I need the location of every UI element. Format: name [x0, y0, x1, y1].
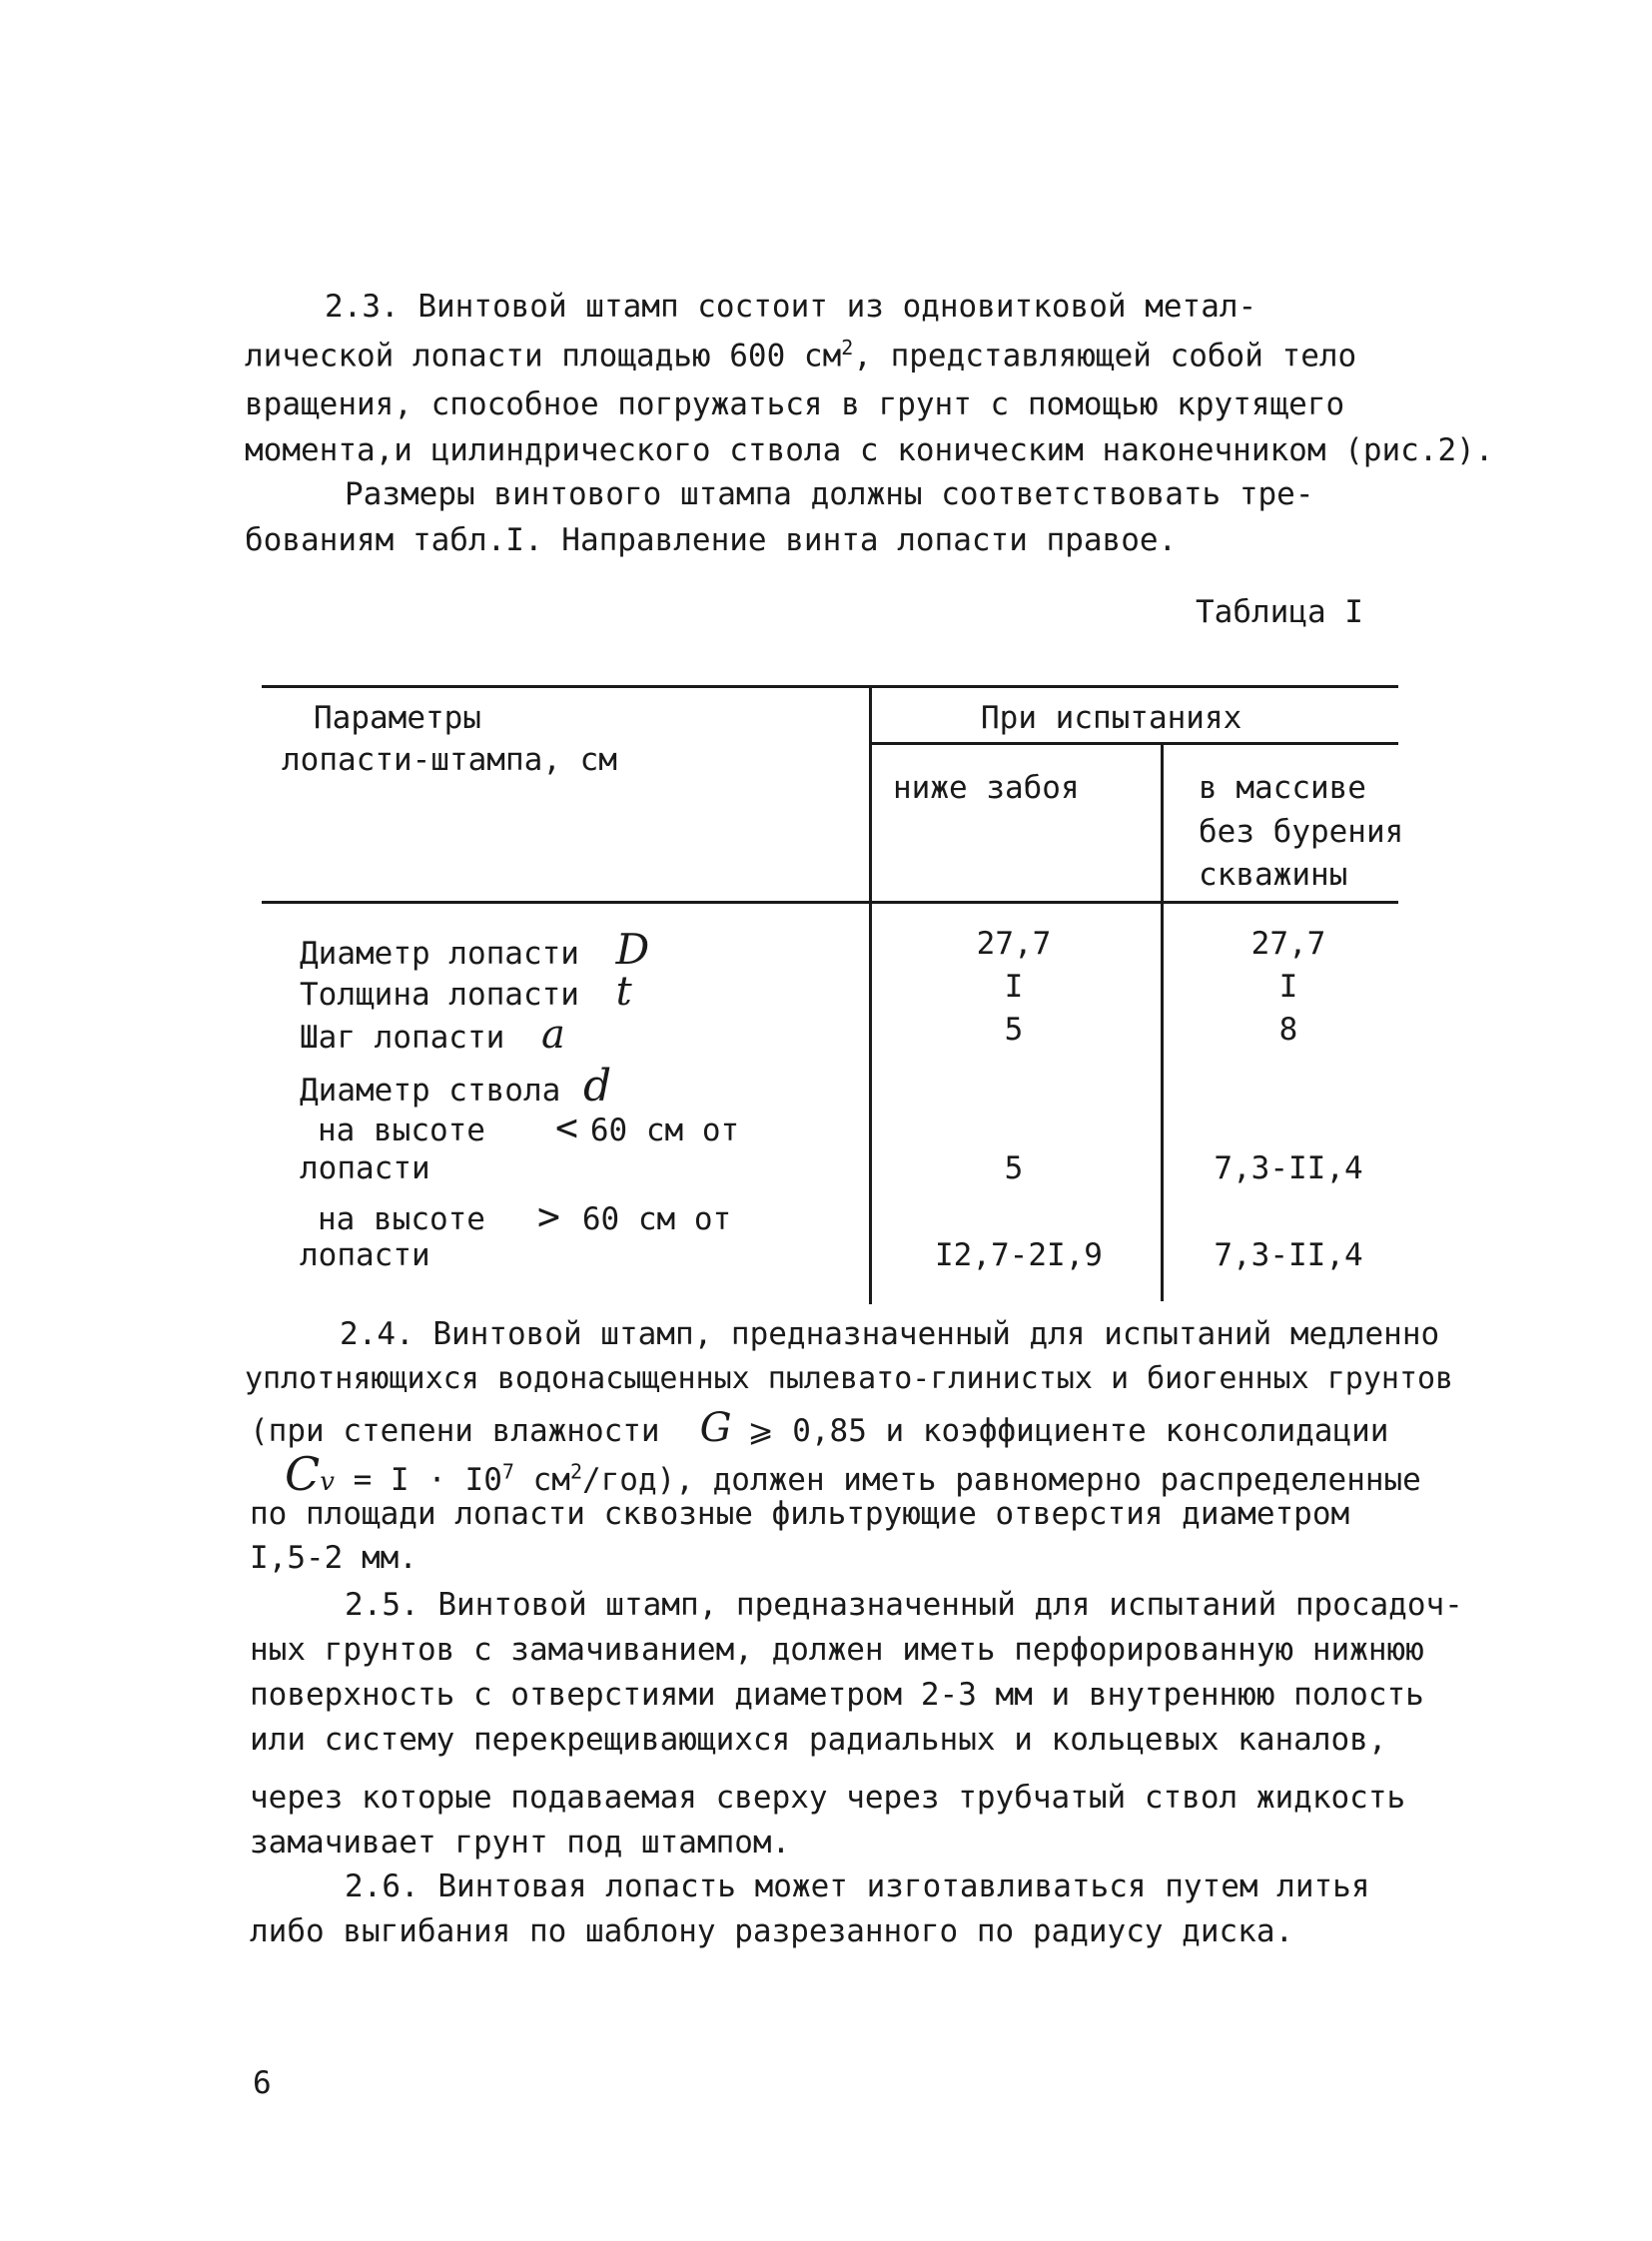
line-2-text-b: , представляющей собой тело — [853, 338, 1357, 374]
paragraph-2-3-line-2 — [245, 338, 1356, 372]
symbol-t: t — [615, 969, 632, 1015]
row-height-less-v2: 7,3-II,4 — [1214, 1150, 1363, 1186]
paragraph-2-3-line-5: Размеры винтового штампа должны соответствовать тре- — [345, 476, 1314, 512]
row-label: Диаметр лопасти — [300, 936, 579, 972]
row-blade-thickness-v1: I — [1004, 969, 1024, 1005]
table-group-rule — [869, 742, 1398, 745]
paragraph-2-4-line-3 — [250, 1405, 1389, 1451]
header-col-massif-line-2: без бурения — [1199, 814, 1404, 850]
symbol-G: G — [699, 1405, 732, 1451]
paragraph-2-3-line-3: вращения, способное погружаться в грунт с помощью крутящего — [245, 386, 1345, 422]
less-than-sign: < — [554, 1106, 578, 1149]
line-3-text-b: ⩾ 0,85 и коэффициенте консолидации — [747, 1413, 1389, 1449]
paragraph-2-4-line-6: I,5-2 мм. — [250, 1540, 417, 1576]
row-blade-diameter-v2: 27,7 — [1250, 926, 1326, 962]
row-label-a: на высоте — [318, 1113, 485, 1148]
row-blade-diameter-v1: 27,7 — [976, 926, 1052, 962]
superscript: 2 — [841, 336, 854, 360]
row-shaft-diameter-label — [300, 1061, 612, 1112]
table-divider-1 — [869, 685, 872, 1304]
table-header-rule — [262, 901, 1398, 904]
paragraph-2-4-line-2: уплотняющихся водонасыщенных пылевато-глинистых и биогенных грунтов — [245, 1361, 1454, 1396]
header-parameters-line-2: лопасти-штампа, см — [282, 742, 617, 778]
symbol-d: d — [582, 1061, 612, 1112]
table-top-rule — [262, 685, 1398, 688]
row-blade-thickness-label — [300, 969, 632, 1015]
superscript-2: 2 — [569, 1459, 582, 1484]
header-group-title: При испытаниях — [981, 700, 1242, 736]
row-blade-thickness-v2: I — [1278, 969, 1298, 1005]
paragraph-2-3-line-6: бованиям табл.I. Направление винта лопасти правое. — [245, 522, 1178, 558]
symbol-D: D — [615, 925, 650, 974]
row-label: Толщина лопасти — [300, 977, 579, 1013]
row-blade-pitch-v2: 8 — [1278, 1012, 1298, 1048]
row-label: Шаг лопасти — [300, 1020, 505, 1056]
header-col-massif-line-1: в массиве — [1199, 770, 1366, 806]
row-height-greater-v2: 7,3-II,4 — [1214, 1237, 1363, 1273]
row-height-less-label-2: лопасти — [300, 1150, 430, 1186]
paragraph-2-4-line-5: по площади лопасти сквозные фильтрующие отверстия диаметром — [250, 1496, 1350, 1532]
row-height-greater-v1: I2,7-2I,9 — [935, 1237, 1103, 1273]
row-height-greater-label-2: лопасти — [300, 1237, 430, 1273]
row-height-less-v1: 5 — [1004, 1150, 1024, 1186]
row-blade-diameter-label — [300, 925, 650, 974]
subscript-v: v — [320, 1467, 335, 1497]
symbol-a: a — [540, 1012, 565, 1058]
row-blade-pitch-label — [300, 1012, 565, 1058]
header-col-below-face: ниже забоя — [893, 770, 1080, 806]
table-caption: Таблица I — [1196, 594, 1363, 630]
row-label: Диаметр ствола — [300, 1073, 561, 1109]
line-4-text-a: = I · I0 — [353, 1462, 502, 1498]
table-divider-2 — [1161, 742, 1164, 1301]
paragraph-2-3-line-4: момента,и цилиндрического ствола с коническим наконечником (рис.2). — [245, 432, 1494, 468]
paragraph-2-4-line-1: 2.4. Винтовой штамп, предназначенный для испытаний медленно — [340, 1316, 1440, 1352]
paragraph-2-5-line-2: ных грунтов с замачиванием, должен иметь перфорированную нижнюю — [250, 1632, 1424, 1668]
row-label-b: 60 см от — [581, 1201, 732, 1237]
line-2-text-a: лической лопасти площадью 600 см — [245, 338, 842, 374]
paragraph-2-3-line-1: 2.3. Винтовой штамп состоит из одновитковой метал- — [325, 289, 1257, 325]
row-blade-pitch-v1: 5 — [1004, 1012, 1024, 1048]
paragraph-2-6-line-2: либо выгибания по шаблону разрезанного по радиусу диска. — [250, 1913, 1294, 1949]
row-height-less-label — [318, 1106, 740, 1149]
paragraph-2-5-line-1: 2.5. Винтовой штамп, предназначенный для испытаний просадоч- — [345, 1587, 1463, 1623]
header-parameters-line-1: Параметры — [314, 700, 481, 736]
paragraph-2-4-line-4 — [285, 1447, 1421, 1501]
greater-than-sign: > — [536, 1194, 560, 1238]
line-4-text-b: см — [513, 1462, 570, 1498]
paragraph-2-5-line-5: через которые подаваемая сверху через трубчатый ствол жидкость — [250, 1780, 1406, 1816]
row-height-greater-label — [318, 1194, 732, 1238]
paragraph-2-5-line-4: или систему перекрещивающихся радиальных и кольцевых каналов, — [250, 1722, 1387, 1758]
header-col-massif-line-3: скважины — [1199, 857, 1348, 893]
paragraph-2-5-line-3: поверхность с отверстиями диаметром 2-3 мм и внутреннюю полость — [250, 1677, 1424, 1713]
symbol-C: C — [285, 1447, 321, 1501]
superscript-7: 7 — [501, 1459, 514, 1484]
line-3-text-a: (при степени влажности — [250, 1413, 660, 1449]
paragraph-2-5-line-6: замачивает грунт под штампом. — [250, 1825, 791, 1861]
line-4-text-c: /год), должен иметь равномерно распределенные — [581, 1462, 1421, 1498]
row-label-b: 60 см от — [589, 1113, 740, 1148]
paragraph-2-6-line-1: 2.6. Винтовая лопасть может изготавливаться путем литья — [345, 1868, 1370, 1904]
page-number: 6 — [253, 2065, 272, 2101]
row-label-a: на высоте — [318, 1201, 485, 1237]
